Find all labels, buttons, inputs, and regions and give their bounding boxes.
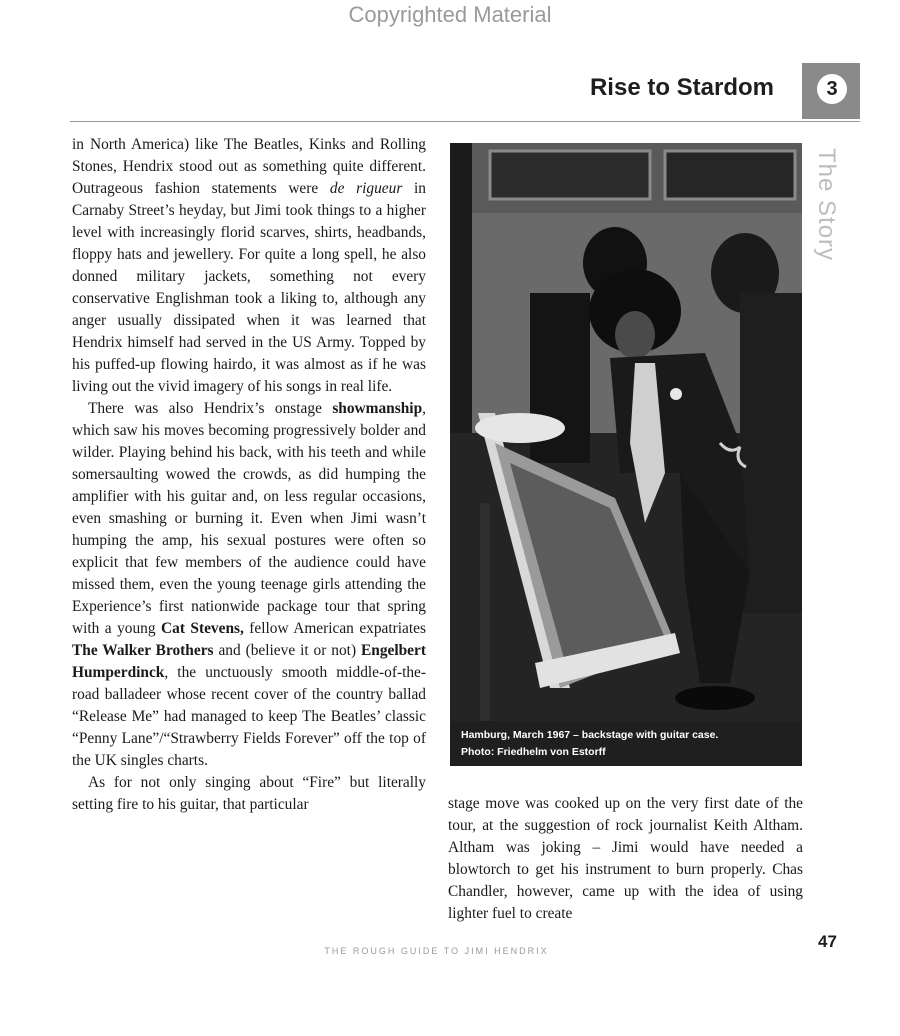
running-footer: THE ROUGH GUIDE TO JIMI HENDRIX [324, 946, 549, 956]
right-text-column [448, 793, 803, 925]
hendrix-backstage-photo [450, 143, 802, 766]
italic-phrase: de rigueur [329, 180, 403, 197]
caption-line-1: Hamburg, March 1967 – backstage with guitar case. [461, 729, 719, 741]
section-side-label: The Story [813, 148, 840, 262]
chapter-number-box [802, 63, 860, 119]
left-text-column [72, 134, 426, 816]
bold-term-cat-stevens: Cat Stevens, [161, 620, 244, 637]
page-number: 47 [818, 932, 837, 951]
chapter-title: Rise to Stardom [589, 74, 774, 101]
photo-caption [450, 721, 802, 766]
paragraph-1: in North America) like The Beatles, Kinks and Rolling Stones, Hendrix stood out as something quite different. Outrageous fashion statements were de rigueur in Carnaby Street’s heyday, but Jimi took things to a higher level with increasingly florid scarves, shirts, headbands, floppy hats and jewellery. For quite a long spell, he also donned military jackets, something not every conservative Englishman took a liking to, although any anger usually dissipated when it was learned that Hendrix himself had served in the US Army. Topped by his puffed-up flowing hairdo, it was almost as if he was living out the vivid imagery of his songs in real life. [72, 136, 426, 395]
paragraph-3: As for not only singing about “Fire” but literally setting fire to his guitar, that particular [72, 774, 426, 813]
photo-illustration [450, 143, 802, 766]
copyright-watermark: Copyrighted Material [348, 2, 552, 27]
paragraph-2: There was also Hendrix’s onstage showmanship, which saw his moves becoming progressively bolder and wilder. Playing behind his back, with his teeth and while somersaulting wowed the crowds, as did humping the amplifier with his guitar and, on less regular occasions, even smashing or burning it. Even when Jimi wasn’t humping the amp, his sexual postures were often so explicit that few members of the audience could have missed them, even the young teenage girls attending the Experience’s first nationwide package tour that spring with a young Cat Stevens, fellow American expatriates The Walker Brothers and (believe it or not) Engelbert Humperdinck, the unctuously smooth middle-of-the-road balladeer whose recent cover of the country ballad “Release Me” had managed to keep The Beatles’ classic “Penny Lane”/“Strawberry Fields Forever” off the top of the UK singles charts. [72, 400, 426, 769]
header-rule [70, 121, 860, 122]
bold-term-walker-brothers: The Walker Brothers [72, 642, 214, 659]
bold-term-showmanship: showmanship [332, 400, 423, 417]
bold-term-humperdinck: Engelbert Humperdinck [72, 642, 426, 681]
chapter-number: 3 [817, 74, 847, 104]
caption-line-2: Photo: Friedhelm von Estorff [461, 746, 606, 758]
paragraph-4: stage move was cooked up on the very first date of the tour, at the suggestion of rock journalist Keith Altham. Altham was joking – Jimi would have needed a blowtorch to get his instrument to burn properly. Chas Chandler, however, came up with the idea of using lighter fuel to create [448, 795, 803, 922]
